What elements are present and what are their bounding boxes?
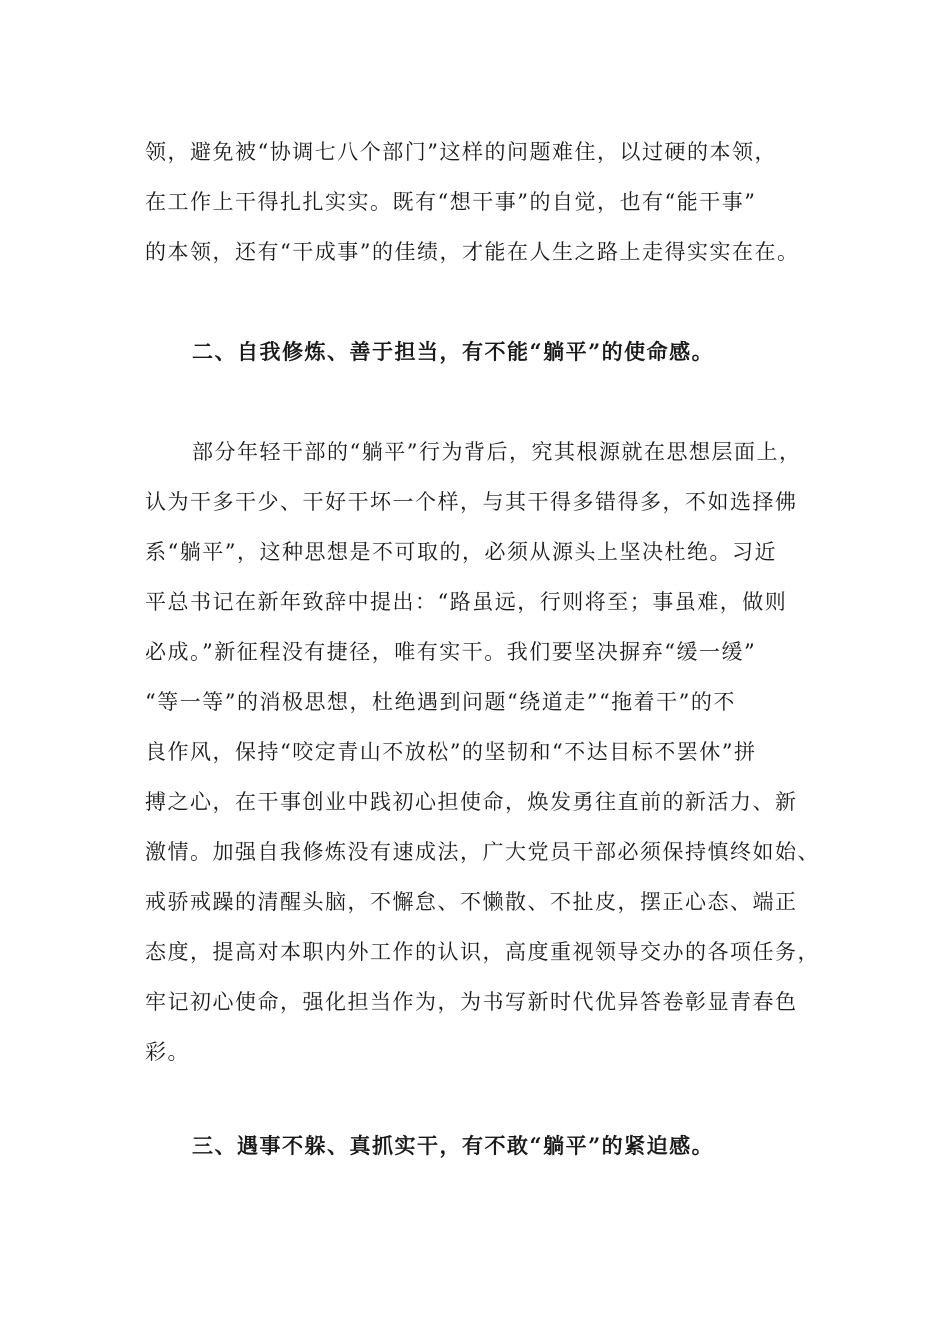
paragraph-line: 认为干多干少、干好干坏一个样，与其干得多错得多，不如选择佛 xyxy=(145,490,798,514)
paragraph-line: “等一等”的消极思想，杜绝遇到问题“绕道走”“拖着干”的不 xyxy=(145,690,736,714)
paragraph-line: 领，避免被“协调七八个部门”这样的问题难住，以过硬的本领， xyxy=(145,140,777,164)
section-2-paragraph xyxy=(145,427,835,1077)
paragraph-line: 系“躺平”，这种思想是不可取的，必须从源头上坚决杜绝。习近 xyxy=(145,540,777,564)
paragraph-line: 彩。 xyxy=(145,1040,190,1064)
paragraph-line: 态度，提高对本职内外工作的认识，高度重视领导交办的各项任务， xyxy=(145,940,820,964)
paragraph-line: 在工作上干得扎扎实实。既有“想干事”的自觉，也有“能干事” xyxy=(145,190,757,214)
paragraph-line: 戒骄戒躁的清醒头脑，不懈怠、不懒散、不扯皮，摆正心态、端正 xyxy=(145,890,798,914)
paragraph-line: 部分年轻干部的“躺平”行为背后，究其根源就在思想层面上， xyxy=(192,440,802,464)
paragraph-line: 激情。加强自我修炼没有速成法，广大党员干部必须保持慎终如始、 xyxy=(145,840,820,864)
paragraph-line: 牢记初心使命，强化担当作为，为书写新时代优异答卷彰显青春色 xyxy=(145,990,798,1014)
continuation-paragraph xyxy=(145,127,835,277)
paragraph-line: 搏之心，在干事创业中践初心担使命，焕发勇往直前的新活力、新 xyxy=(145,790,798,814)
section-heading-2: 二、自我修炼、善于担当，有不能“躺平”的使命感。 xyxy=(192,339,715,364)
paragraph-line: 必成。”新征程没有捷径，唯有实干。我们要坚决摒弃“缓一缓” xyxy=(145,640,757,664)
section-heading-3: 三、遇事不躲、真抓实干，有不敢“躺平”的紧迫感。 xyxy=(192,1133,715,1158)
paragraph-line: 平总书记在新年致辞中提出：“路虽远，行则将至；事虽难，做则 xyxy=(145,590,788,614)
paragraph-line: 的本领，还有“干成事”的佳绩，才能在人生之路上走得实实在在。 xyxy=(145,240,800,264)
paragraph-line: 良作风，保持“咬定青山不放松”的坚韧和“不达目标不罢休”拼 xyxy=(145,740,757,764)
